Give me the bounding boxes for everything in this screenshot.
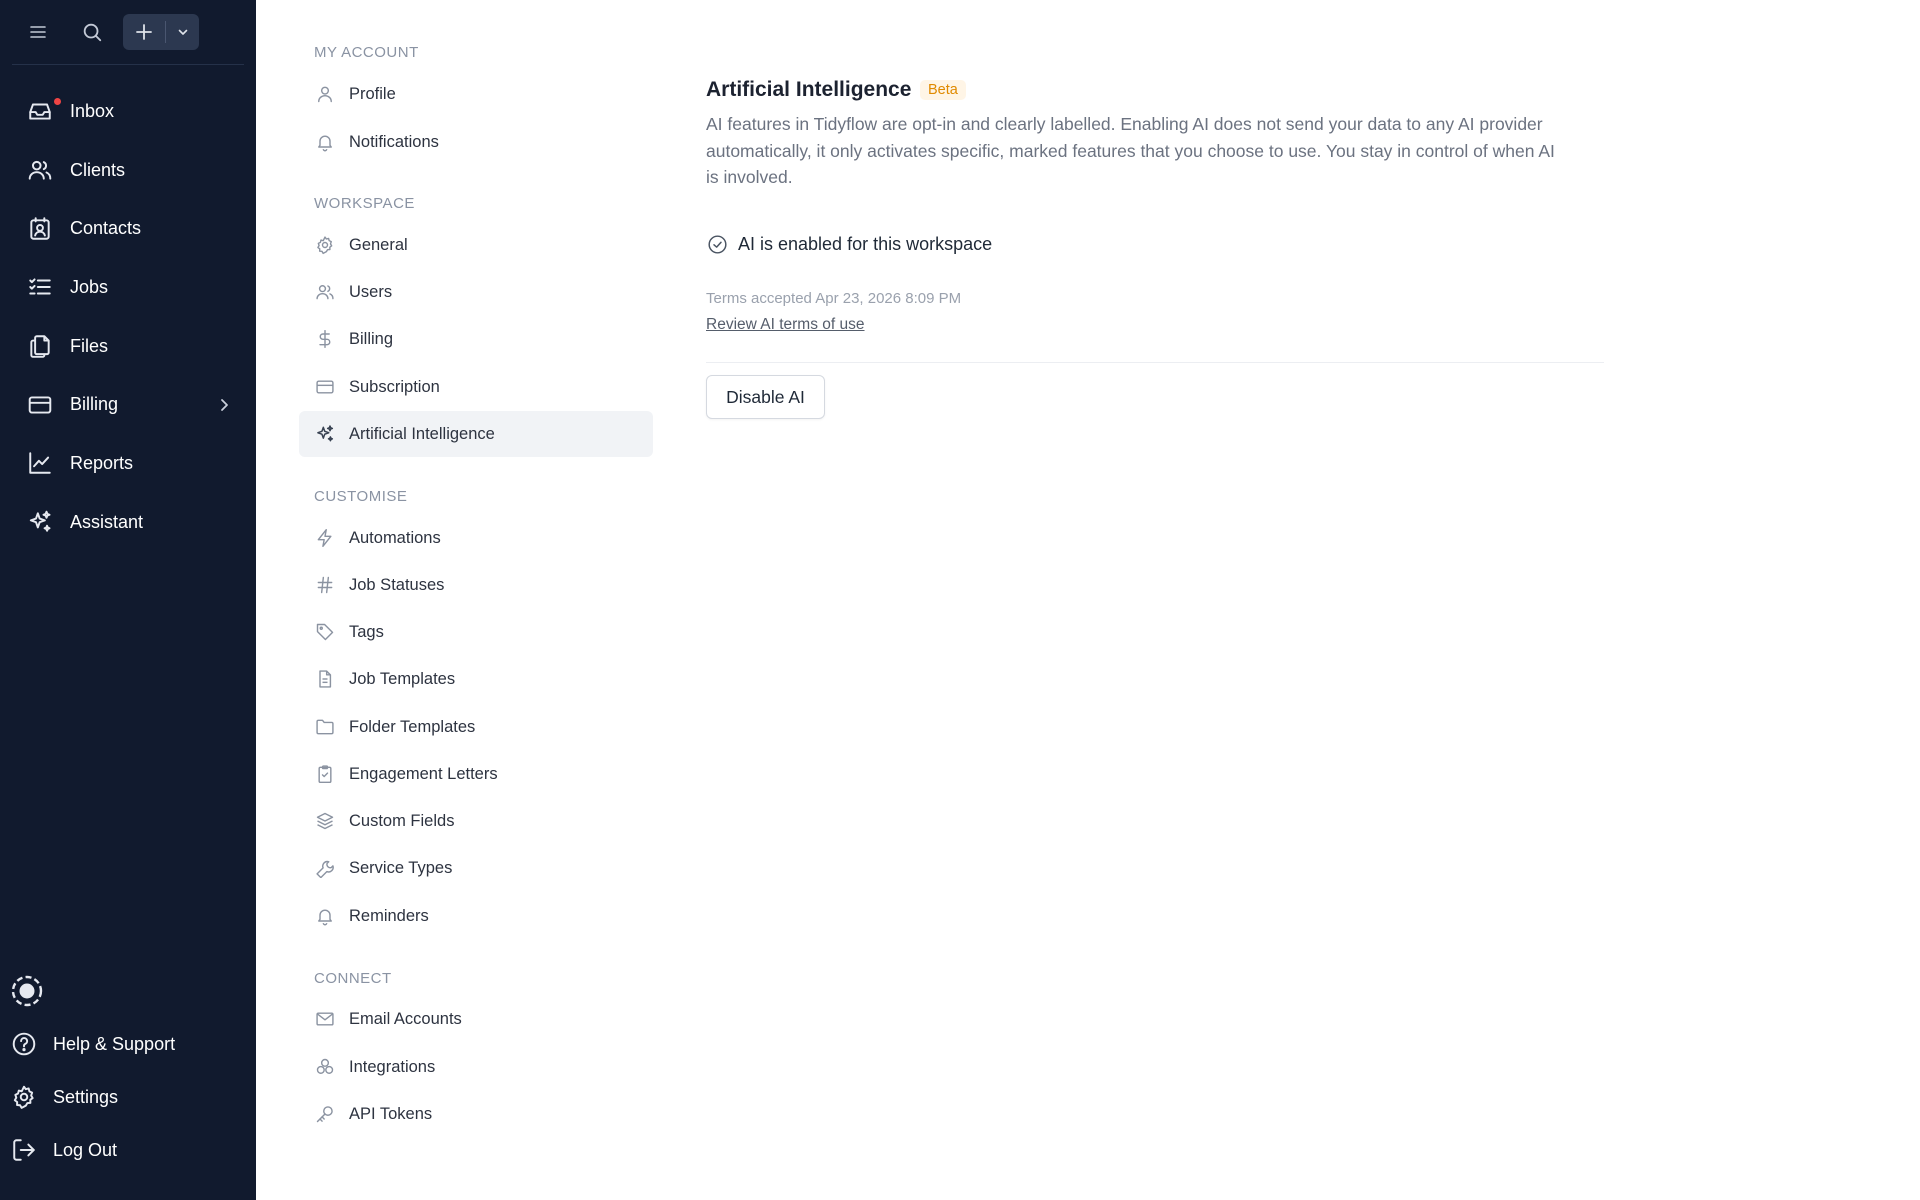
help-circle-icon — [10, 1030, 38, 1058]
gear-icon — [10, 1083, 38, 1111]
dollar-icon — [314, 328, 336, 350]
primary-nav — [0, 82, 256, 552]
ai-status-label: AI is enabled for this workspace — [738, 233, 993, 254]
menu-icon[interactable] — [22, 18, 54, 46]
settings-item-users[interactable] — [299, 269, 653, 315]
notification-dot — [52, 96, 63, 107]
settings-item-label: Tags — [349, 622, 384, 641]
page-title: Artificial Intelligence — [706, 78, 912, 101]
sidebar-item-assistant[interactable] — [0, 493, 256, 552]
sidebar-item-label: Reports — [70, 452, 134, 473]
settings-item-label: Job Statuses — [349, 575, 445, 594]
sidebar-item-jobs[interactable] — [0, 258, 256, 317]
help-support-label: Help & Support — [53, 1033, 176, 1054]
settings-item-service-types[interactable] — [299, 845, 653, 891]
folder-icon — [314, 716, 336, 738]
settings-item-label: Service Types — [349, 858, 453, 877]
users-icon — [314, 281, 336, 303]
settings-item-integrations[interactable] — [299, 1044, 653, 1090]
settings-item-job-statuses[interactable] — [299, 562, 653, 608]
search-icon[interactable] — [76, 16, 108, 48]
settings-item-tags[interactable] — [299, 609, 653, 655]
settings-item-custom-fields[interactable] — [299, 798, 653, 844]
settings-item-label: Automations — [349, 528, 441, 547]
settings-item-label: Custom Fields — [349, 811, 455, 830]
help-support-link[interactable] — [10, 1030, 175, 1058]
document-icon — [314, 668, 336, 690]
sidebar-item-contacts[interactable] — [0, 199, 256, 258]
settings-item-label: Subscription — [349, 377, 440, 396]
sidebar-topbar — [0, 0, 256, 66]
settings-item-label: General — [349, 235, 408, 254]
sidebar-item-inbox[interactable] — [0, 82, 256, 141]
settings-item-engagement-letters[interactable] — [299, 751, 653, 797]
files-icon — [26, 332, 54, 360]
settings-item-label: Job Templates — [349, 669, 456, 688]
user-icon — [314, 83, 336, 105]
settings-item-api-tokens[interactable] — [299, 1091, 653, 1137]
sidebar-item-label: Inbox — [70, 100, 115, 121]
wrench-icon — [314, 857, 336, 879]
settings-label: Settings — [53, 1086, 119, 1107]
section-title-workspace: WORKSPACE — [314, 195, 415, 212]
chevron-down-icon[interactable] — [166, 14, 199, 50]
settings-item-label: Users — [349, 282, 393, 301]
section-title-customise: CUSTOMISE — [314, 488, 408, 505]
settings-item-label: Notifications — [349, 132, 439, 151]
credit-card-icon — [26, 391, 54, 419]
inbox-icon — [26, 97, 54, 125]
line-chart-icon — [26, 449, 54, 477]
settings-item-label: Billing — [349, 329, 394, 348]
settings-item-label: Artificial Intelligence — [349, 424, 495, 443]
settings-item-automations[interactable] — [299, 515, 653, 561]
disable-ai-button[interactable]: Disable AI — [706, 375, 825, 419]
settings-item-profile[interactable] — [299, 71, 653, 117]
settings-item-label: Profile — [349, 84, 396, 103]
sidebar-item-label: Billing — [70, 394, 119, 415]
contact-card-icon — [26, 215, 54, 243]
sparkles-icon — [26, 508, 54, 536]
list-checks-icon — [26, 273, 54, 301]
terms-accepted-text: Terms accepted Apr 23, 2026 8:09 PM — [706, 290, 962, 307]
settings-item-reminders[interactable] — [299, 893, 653, 939]
settings-item-label: Folder Templates — [349, 717, 476, 736]
layers-icon — [314, 810, 336, 832]
sidebar-item-billing[interactable] — [0, 375, 256, 434]
logout-label: Log Out — [53, 1139, 118, 1160]
section-title-connect: CONNECT — [314, 970, 392, 987]
sparkles-icon — [314, 423, 336, 445]
settings-item-job-templates[interactable] — [299, 656, 653, 702]
settings-item-notifications[interactable] — [299, 119, 653, 165]
logout-icon — [10, 1136, 38, 1164]
sidebar-item-label: Clients — [70, 159, 126, 180]
sidebar-item-reports[interactable] — [0, 434, 256, 493]
settings-item-billing[interactable] — [299, 316, 653, 362]
tag-icon — [314, 621, 336, 643]
mail-icon — [314, 1008, 336, 1030]
settings-item-label: Reminders — [349, 906, 429, 925]
check-circle-icon — [706, 233, 728, 255]
main-sidebar — [0, 0, 256, 1200]
beta-badge: Beta — [920, 80, 966, 100]
settings-item-label: Engagement Letters — [349, 764, 498, 783]
review-terms-link[interactable]: Review AI terms of use — [706, 316, 865, 333]
topbar-divider — [12, 64, 244, 65]
lightning-icon — [314, 527, 336, 549]
settings-link[interactable] — [10, 1083, 118, 1111]
divider — [706, 362, 1604, 363]
key-icon — [314, 1103, 336, 1125]
chevron-right-icon[interactable] — [216, 397, 232, 413]
sidebar-item-label: Files — [70, 335, 109, 356]
clipboard-check-icon — [314, 763, 336, 785]
app-logo-icon[interactable] — [10, 974, 44, 1008]
settings-item-email-accounts[interactable] — [299, 996, 653, 1042]
users-icon — [26, 156, 54, 184]
ai-description: AI features in Tidyflow are opt-in and clearly labelled. Enabling AI does not send your data to any AI provider automatically, it only activates specific, marked features that you choose to use. You stay in control of when AI is involved. — [706, 114, 1555, 187]
sidebar-item-label: Contacts — [70, 218, 142, 239]
settings-item-label: Integrations — [349, 1057, 436, 1076]
settings-item-general[interactable] — [299, 222, 653, 268]
credit-card-icon — [314, 376, 336, 398]
gear-icon — [314, 234, 336, 256]
settings-item-label: Email Accounts — [349, 1009, 462, 1028]
sidebar-item-label: Assistant — [70, 511, 144, 532]
sidebar-item-label: Jobs — [70, 276, 109, 297]
ai-status — [706, 233, 992, 255]
hash-icon — [314, 574, 336, 596]
logout-link[interactable] — [10, 1136, 117, 1164]
integrations-icon — [314, 1056, 336, 1078]
create-new-button[interactable] — [123, 14, 199, 50]
settings-item-folder-templates[interactable] — [299, 704, 653, 750]
bell-icon — [314, 905, 336, 927]
plus-icon[interactable] — [123, 14, 165, 50]
bell-icon — [314, 131, 336, 153]
sidebar-item-clients[interactable] — [0, 141, 256, 200]
section-title-my-account: MY ACCOUNT — [314, 44, 419, 61]
settings-item-artificial-intelligence[interactable] — [299, 411, 653, 457]
settings-item-label: API Tokens — [349, 1104, 433, 1123]
settings-item-subscription[interactable] — [299, 364, 653, 410]
sidebar-item-files[interactable] — [0, 317, 256, 376]
